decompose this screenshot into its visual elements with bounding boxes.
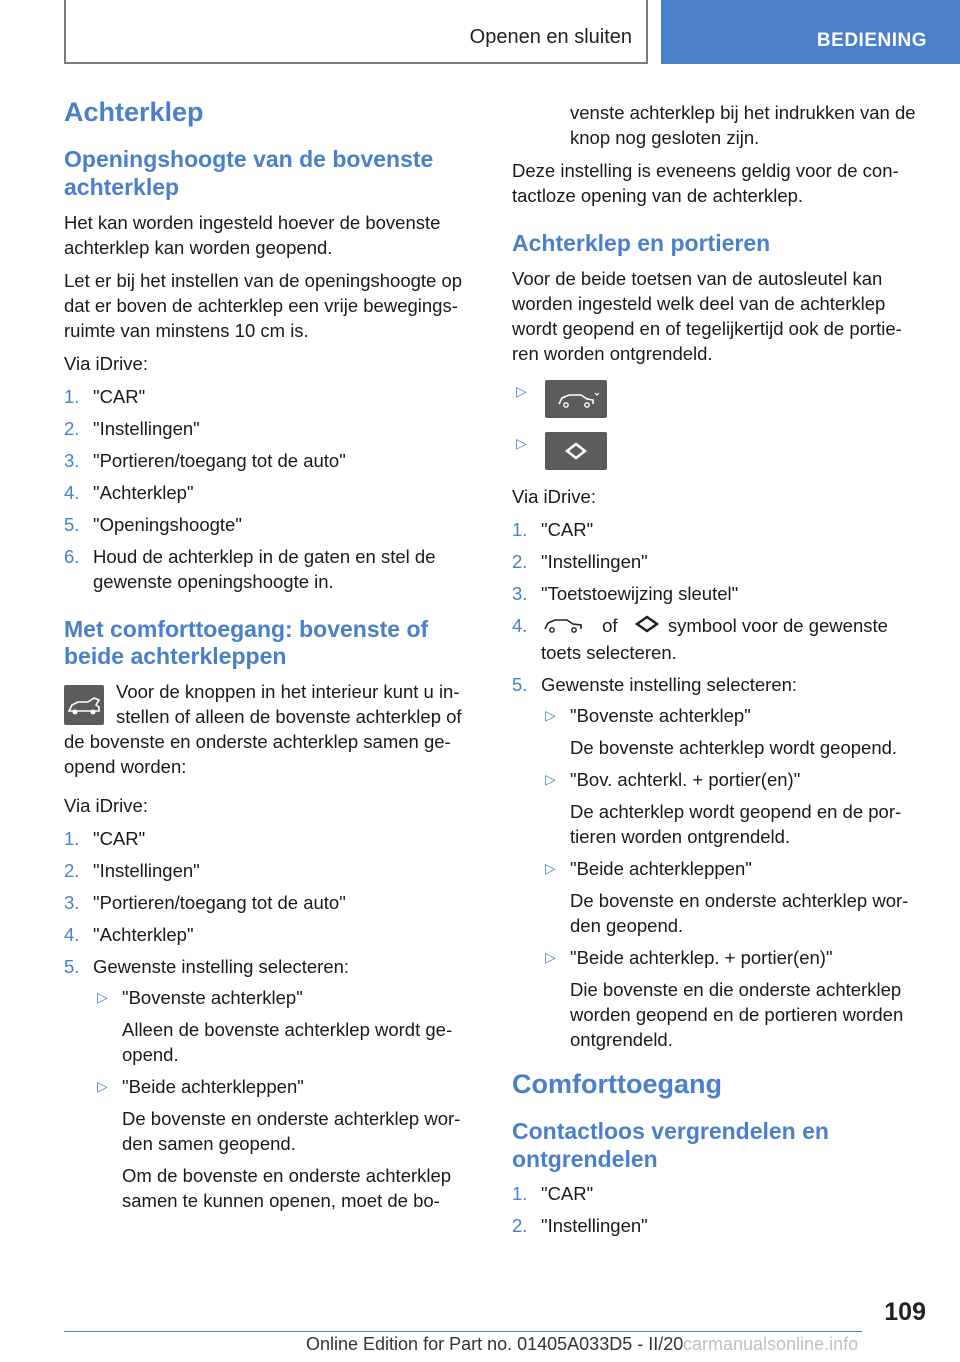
section-tab	[64, 0, 648, 64]
footer-edition: Online Edition for Part no. 01405A033D5 - II/20	[306, 1334, 684, 1354]
step-text: "Portieren/toegang tot de auto"	[93, 891, 346, 913]
step-number: 2.	[64, 417, 80, 439]
car-tailgate-icon	[64, 685, 104, 725]
left-column	[64, 96, 480, 1221]
step-number: 2.	[512, 1215, 528, 1237]
step-text: "Instellingen"	[541, 550, 648, 572]
list-item	[64, 858, 480, 883]
step-text: "Toetstoewijzing sleutel"	[541, 582, 739, 604]
list-item	[64, 416, 480, 441]
continued-text: venste achterklep bij het indrukken van de knop nog gesloten zijn.	[570, 102, 916, 148]
heading-comforttoegang: Met comforttoegang: bovenste of beide achterkleppen	[64, 615, 429, 670]
step-text: "Instellingen"	[93, 859, 200, 881]
tri-bullet-icon: ▷	[545, 706, 556, 723]
list-item	[541, 703, 928, 760]
section-title: Openen en sluiten	[469, 26, 632, 48]
list-item	[64, 954, 480, 1213]
note-block	[64, 679, 480, 779]
option-label: "Bovenste achterklep"	[122, 986, 303, 1008]
step-number: 2.	[64, 859, 80, 881]
option-desc: Die bovenste en die onderste achterklep worden geopend en de portieren worden ontgrendeld.	[570, 978, 904, 1050]
step-number: 1.	[64, 827, 80, 849]
list-item	[512, 517, 928, 542]
step-text: Gewenste instelling selecteren:	[93, 955, 350, 977]
step-number: 1.	[64, 385, 80, 407]
steps-list	[64, 826, 480, 1213]
paragraph: Het kan worden ingesteld hoever de bovenste achterklep kan worden geopend.	[64, 211, 441, 258]
tri-bullet-icon: ▷	[97, 1077, 108, 1094]
heading-contactloos: Contactloos vergrendelen en ontgrendelen	[512, 1118, 829, 1172]
option-label: "Beide achterklep. + portier(en)"	[570, 946, 833, 968]
tri-bullet-icon: ▷	[545, 948, 556, 965]
tri-bullet-icon: ▷	[545, 859, 556, 876]
paragraph: Deze instelling is eveneens geldig voor de con-tactloze opening van de achterklep.	[512, 160, 899, 206]
list-item	[64, 448, 480, 473]
steps-list	[512, 517, 928, 1052]
step-number: 3.	[512, 582, 528, 604]
steps-list	[64, 384, 480, 594]
step-number: 6.	[64, 545, 80, 567]
step-text: symbool voor de gewenste toets selecteren.	[541, 614, 888, 663]
heading-achterklep-portieren: Achterklep en portieren	[512, 230, 771, 256]
paragraph: Voor de beide toetsen van de autosleutel kan worden ingesteld welk deel van de achterklep wordt geopend en of tegelijkertijd ook de portie-ren worden ontgrendeld.	[512, 267, 902, 364]
list-item	[512, 672, 928, 1052]
option-desc: De achterklep wordt geopend en de por-tieren worden ontgrendeld.	[570, 800, 902, 847]
step-number: 2.	[512, 550, 528, 572]
step-text: "CAR"	[541, 1183, 594, 1205]
step-text: "Openingshoogte"	[93, 513, 242, 535]
options-list	[541, 703, 928, 1052]
list-item	[541, 767, 928, 849]
option-label: "Bovenste achterklep"	[570, 704, 751, 726]
list-item	[64, 922, 480, 947]
step-text: "Achterklep"	[93, 481, 194, 503]
list-item	[512, 1181, 928, 1206]
step-text: "CAR"	[93, 385, 146, 407]
step-number: 3.	[64, 449, 80, 471]
tri-bullet-icon: ▷	[545, 770, 556, 787]
list-item	[64, 512, 480, 537]
heading-achterklep: Achterklep	[64, 97, 204, 127]
note-text: Voor de knoppen in het interieur kunt u in-stellen of alleen de bovenste achterklep of de bovenste en onderste achterklep samen ge-opend worden:	[64, 680, 462, 777]
list-item	[512, 581, 928, 606]
page-number: 109	[884, 1298, 926, 1326]
list-item	[512, 1213, 928, 1238]
step-number: 5.	[512, 673, 528, 695]
list-item	[64, 826, 480, 851]
step-number: 4.	[512, 614, 528, 636]
step-number: 3.	[64, 891, 80, 913]
option-label: "Bov. achterkl. + portier(en)"	[570, 768, 801, 790]
paragraph: Let er bij het instellen van de openingshoogte op dat er boven de achterklep een vrije bewegings-ruimte van minstens 10 cm is.	[64, 269, 463, 341]
step-text: "Portieren/toegang tot de auto"	[93, 449, 346, 471]
via-idrive-label: Via iDrive:	[64, 794, 148, 816]
list-item	[64, 480, 480, 505]
options-list	[93, 985, 480, 1213]
list-item	[541, 945, 928, 1052]
list-item	[93, 985, 480, 1067]
list-item	[64, 384, 480, 409]
footer-divider	[64, 1331, 862, 1332]
watermark: carmanualsonline.info	[683, 1334, 859, 1354]
step-text: "Instellingen"	[93, 417, 200, 439]
option-desc: De bovenste en onderste achterklep wor-den geopend.	[570, 889, 909, 936]
tri-bullet-icon: ▷	[516, 382, 527, 399]
option-desc: De bovenste en onderste achterklep wor-den samen geopend.	[122, 1107, 461, 1154]
option-desc-2: Om de bovenste en onderste achterklep samen te kunnen openen, moet de bo-	[122, 1164, 452, 1211]
step-text: "CAR"	[541, 518, 594, 540]
list-item	[93, 1074, 480, 1213]
step-text: "CAR"	[93, 827, 146, 849]
step-number: 5.	[64, 955, 80, 977]
step-text: Houd de achterklep in de gaten en stel de gewenste openingshoogte in.	[93, 545, 436, 592]
step-number: 5.	[64, 513, 80, 535]
step-text: "Instellingen"	[541, 1215, 648, 1237]
option-label: "Beide achterkleppen"	[570, 857, 752, 879]
key-icon-item	[512, 432, 928, 470]
right-column	[512, 104, 928, 1246]
option-desc: Alleen de bovenste achterklep wordt ge-opend.	[122, 1018, 453, 1065]
tri-bullet-icon: ▷	[516, 434, 527, 451]
step-text: Gewenste instelling selecteren:	[541, 673, 798, 695]
key-button-diamond-icon	[545, 432, 607, 470]
list-item	[64, 890, 480, 915]
via-idrive-label: Via iDrive:	[64, 352, 148, 374]
list-item	[512, 613, 928, 665]
key-button-car-icon	[545, 380, 607, 418]
step-text: "Achterklep"	[93, 923, 194, 945]
list-item	[64, 544, 480, 594]
step-number: 1.	[512, 518, 528, 540]
page-header	[0, 0, 960, 66]
heading-comforttoegang: Comforttoegang	[512, 1068, 722, 1099]
key-icon-item	[512, 380, 928, 418]
via-idrive-label: Via iDrive:	[512, 485, 596, 507]
step-of: of	[602, 614, 618, 636]
option-label: "Beide achterkleppen"	[122, 1075, 304, 1097]
option-desc: De bovenste achterklep wordt geopend.	[570, 736, 898, 758]
tri-bullet-icon: ▷	[97, 988, 108, 1005]
chapter-title: BEDIENING	[816, 30, 927, 51]
chapter-tab	[661, 0, 960, 64]
diamond-icon	[631, 614, 663, 640]
step-number: 4.	[64, 481, 80, 503]
steps-list	[512, 1181, 928, 1238]
step-number: 1.	[512, 1183, 528, 1205]
heading-openingshoogte: Openingshoogte van de bovenste achterklep	[64, 146, 434, 200]
list-item	[512, 549, 928, 574]
step-number: 4.	[64, 923, 80, 945]
list-item	[541, 856, 928, 938]
car-outline-icon	[541, 614, 589, 640]
